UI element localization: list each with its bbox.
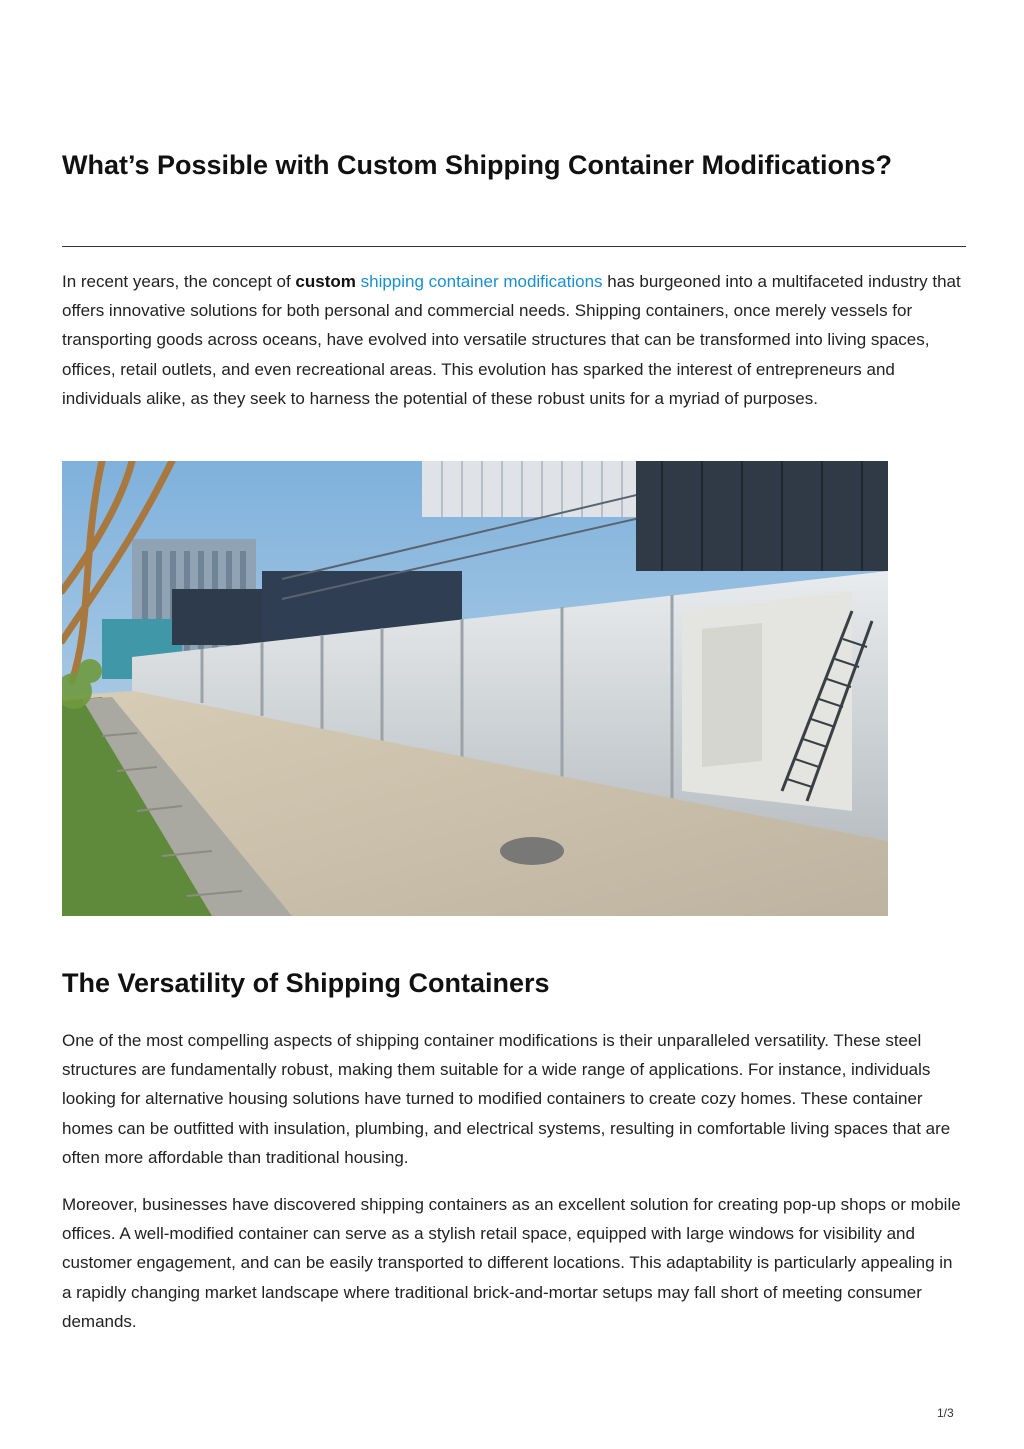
intro-paragraph <box>62 267 966 413</box>
body-paragraph-2: Moreover, businesses have discovered shipping containers as an excellent solution for creating pop-up shops or mobile offices. A well-modified container can serve as a stylish retail space, equipped with large windows for visibility and customer engagement, and can be easily transported to different locations. This adaptability is particularly appealing in a rapidly changing market landscape where traditional brick-and-mortar setups may fall short of meeting consumer demands. <box>62 1195 961 1331</box>
intro-lead: In recent years, the concept of <box>62 272 296 291</box>
section-heading: The Versatility of Shipping Containers <box>62 968 550 998</box>
title-divider <box>62 246 966 247</box>
shipping-container-modifications-link[interactable]: shipping container modifications <box>360 272 603 291</box>
intro-rest: has burgeoned into a multifaceted industry that offers innovative solutions for both personal and commercial needs. Shipping containers, once merely vessels for transporting goods across oceans, have evolved into versatile structures that can be transformed into living spaces, offices, retail outlets, and even recreational areas. This evolution has sparked the interest of entrepreneurs and individuals alike, as they seek to harness the potential of these robust units for a myriad of purposes. <box>62 272 961 408</box>
intro-bold-word: custom <box>295 272 356 291</box>
body-paragraph-1: One of the most compelling aspects of shipping container modifications is their unparalleled versatility. These steel structures are fundamentally robust, making them suitable for a wide range of applications. For instance, individuals looking for alternative housing solutions have turned to modified containers to create cozy homes. These container homes can be outfitted with insulation, plumbing, and electrical systems, resulting in comfortable living spaces that are often more affordable than traditional housing. <box>62 1031 951 1167</box>
page-number: 1/3 <box>937 1406 954 1420</box>
page-title: What’s Possible with Custom Shipping Container Modifications? <box>62 150 893 180</box>
container-photo <box>62 461 888 916</box>
